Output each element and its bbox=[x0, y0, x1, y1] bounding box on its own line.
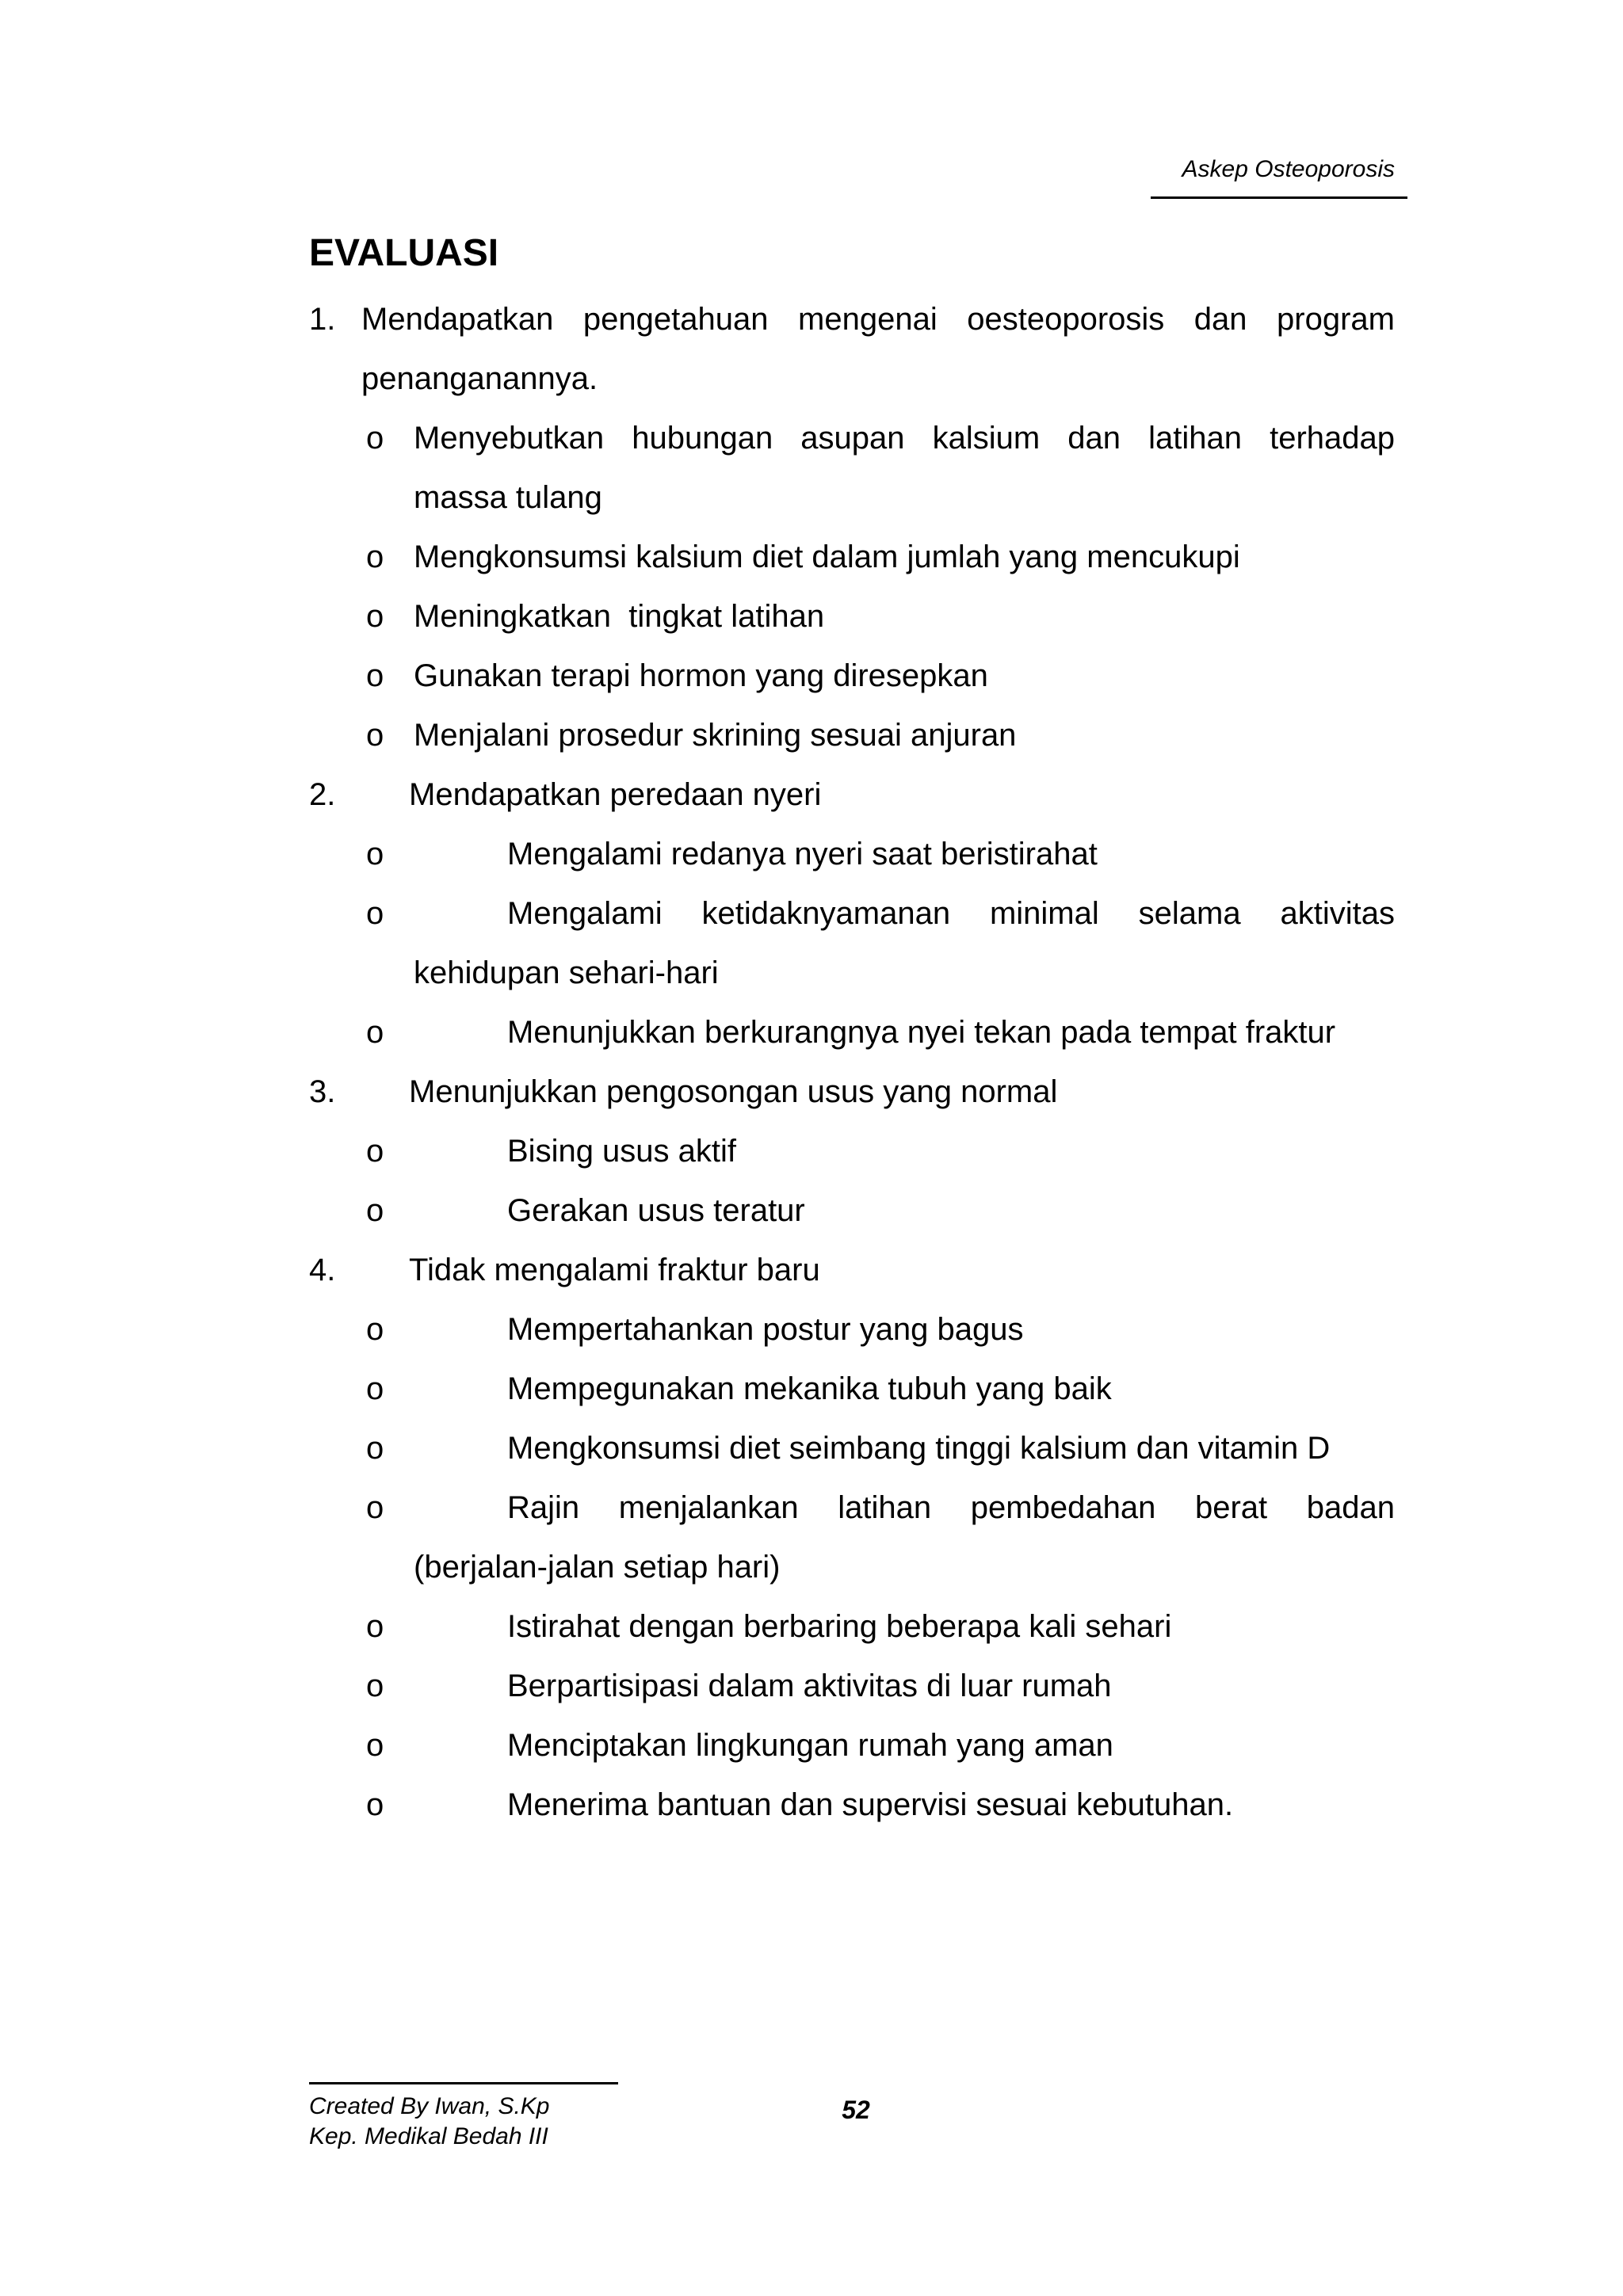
bullet-marker: o bbox=[366, 658, 384, 693]
item-number: 4. bbox=[309, 1253, 336, 1287]
bullet-marker: o bbox=[366, 1015, 384, 1050]
bullet-marker: o bbox=[366, 1193, 384, 1228]
list-item bbox=[309, 290, 1395, 349]
bullet-marker: o bbox=[366, 837, 384, 871]
page-number: 52 bbox=[842, 2096, 870, 2124]
bullet-item bbox=[309, 1775, 1395, 1835]
bullet-item bbox=[309, 1360, 1395, 1419]
footer-rule bbox=[309, 2082, 618, 2084]
bullet-item bbox=[309, 1300, 1395, 1360]
item-text: Mendapatkan pengetahuan mengenai oesteoporosis dan program bbox=[361, 302, 1395, 337]
item-text-continuation: penanganannya. bbox=[361, 361, 598, 396]
bullet-text: Berpartisipasi dalam aktivitas di luar rumah bbox=[507, 1669, 1112, 1703]
bullet-item bbox=[309, 528, 1395, 587]
bullet-marker: o bbox=[366, 1787, 384, 1822]
bullet-item bbox=[309, 1657, 1395, 1716]
item-number: 1. bbox=[309, 302, 336, 337]
bullet-text: Mengkonsumsi kalsium diet dalam jumlah yang mencukupi bbox=[414, 540, 1240, 574]
bullet-text: Mempertahankan postur yang bagus bbox=[507, 1312, 1024, 1347]
bullet-item bbox=[309, 825, 1395, 884]
item-number: 3. bbox=[309, 1074, 336, 1109]
bullet-marker: o bbox=[366, 599, 384, 634]
bullet-marker: o bbox=[366, 540, 384, 574]
bullet-text-continuation: (berjalan-jalan setiap hari) bbox=[414, 1550, 781, 1585]
bullet-text: Mempegunakan mekanika tubuh yang baik bbox=[507, 1371, 1112, 1406]
running-header: Askep Osteoporosis bbox=[1182, 156, 1395, 182]
bullet-text-continuation: kehidupan sehari-hari bbox=[414, 955, 719, 990]
bullet-marker: o bbox=[366, 1728, 384, 1763]
bullet-item bbox=[309, 1597, 1395, 1657]
bullet-text: Gunakan terapi hormon yang diresepkan bbox=[414, 658, 988, 693]
bullet-item bbox=[309, 1478, 1395, 1538]
bullet-text: Mengalami ketidaknyamanan minimal selama aktivitas bbox=[507, 896, 1395, 931]
bullet-marker: o bbox=[366, 1490, 384, 1525]
bullet-text: Menerima bantuan dan supervisi sesuai kebutuhan. bbox=[507, 1787, 1234, 1822]
bullet-item bbox=[309, 409, 1395, 468]
bullet-text: Rajin menjalankan latihan pembedahan berat badan bbox=[507, 1490, 1395, 1525]
bullet-item bbox=[309, 1419, 1395, 1478]
bullet-text: Mengkonsumsi diet seimbang tinggi kalsium dan vitamin D bbox=[507, 1431, 1331, 1466]
bullet-marker: o bbox=[366, 421, 384, 456]
bullet-marker: o bbox=[366, 1609, 384, 1644]
item-text: Tidak mengalami fraktur baru bbox=[409, 1253, 820, 1287]
bullet-text-continuation: massa tulang bbox=[414, 480, 602, 515]
bullet-item bbox=[309, 1003, 1395, 1062]
bullet-item bbox=[309, 587, 1395, 646]
bullet-item bbox=[309, 884, 1395, 944]
bullet-marker: o bbox=[366, 718, 384, 753]
bullet-text: Menciptakan lingkungan rumah yang aman bbox=[507, 1728, 1113, 1763]
bullet-marker: o bbox=[366, 1134, 384, 1169]
bullet-text: Mengalami redanya nyeri saat beristirahat bbox=[507, 837, 1098, 871]
bullet-text: Bising usus aktif bbox=[507, 1134, 737, 1169]
item-text: Mendapatkan peredaan nyeri bbox=[409, 777, 822, 812]
bullet-text: Menyebutkan hubungan asupan kalsium dan latihan terhadap bbox=[414, 421, 1395, 456]
bullet-marker: o bbox=[366, 1431, 384, 1466]
bullet-marker: o bbox=[366, 1669, 384, 1703]
bullet-item bbox=[309, 646, 1395, 706]
bullet-marker: o bbox=[366, 1312, 384, 1347]
list-item bbox=[309, 765, 1395, 825]
bullet-item bbox=[309, 1122, 1395, 1181]
bullet-marker: o bbox=[366, 896, 384, 931]
evaluation-list bbox=[309, 290, 1395, 1835]
footer-course: Kep. Medikal Bedah III bbox=[309, 2123, 548, 2149]
bullet-text: Istirahat dengan berbaring beberapa kali sehari bbox=[507, 1609, 1172, 1644]
footer-author: Created By Iwan, S.Kp bbox=[309, 2093, 550, 2119]
bullet-text: Menunjukkan berkurangnya nyei tekan pada tempat fraktur bbox=[507, 1015, 1336, 1050]
bullet-marker: o bbox=[366, 1371, 384, 1406]
bullet-item bbox=[309, 1181, 1395, 1241]
bullet-text: Meningkatkan tingkat latihan bbox=[414, 599, 825, 634]
item-number: 2. bbox=[309, 777, 336, 812]
bullet-text: Menjalani prosedur skrining sesuai anjuran bbox=[414, 718, 1017, 753]
section-title: EVALUASI bbox=[309, 232, 499, 274]
list-item bbox=[309, 1062, 1395, 1122]
item-text: Menunjukkan pengosongan usus yang normal bbox=[409, 1074, 1058, 1109]
bullet-item bbox=[309, 1716, 1395, 1775]
header-rule bbox=[1151, 196, 1407, 199]
footer-credits bbox=[309, 2092, 550, 2152]
list-item bbox=[309, 1241, 1395, 1300]
bullet-text: Gerakan usus teratur bbox=[507, 1193, 805, 1228]
bullet-item bbox=[309, 706, 1395, 765]
